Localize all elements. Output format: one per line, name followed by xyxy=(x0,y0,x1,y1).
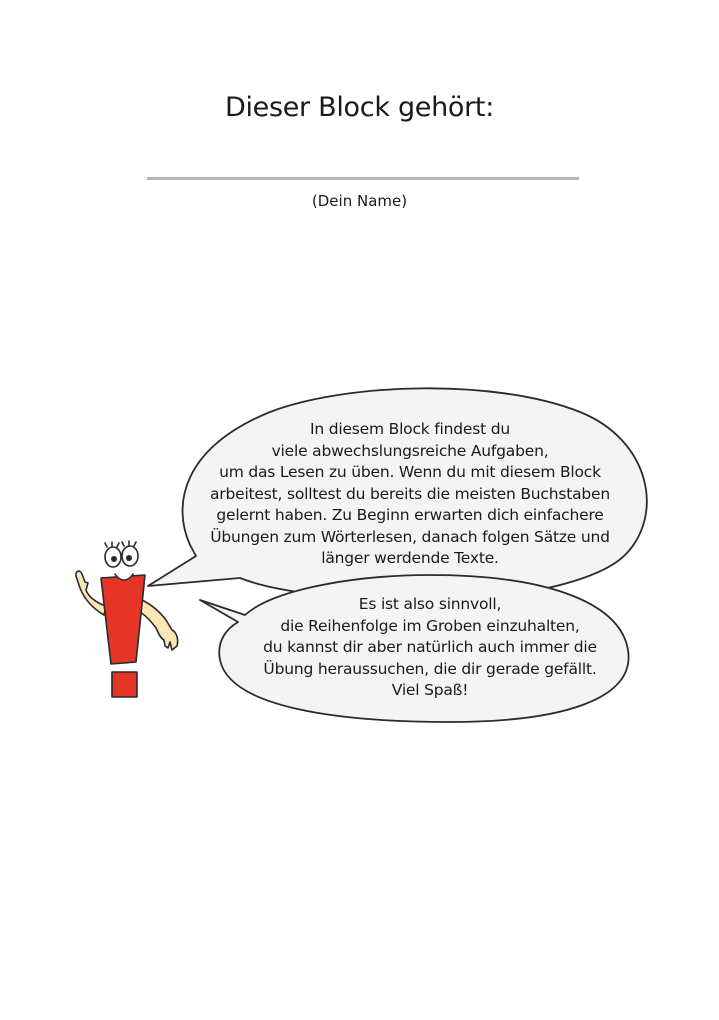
bubble-line: arbeitest, solltest du bereits die meisten Buchstaben xyxy=(210,484,610,503)
exclamation-mark-mascot-icon xyxy=(76,541,178,697)
name-caption: (Dein Name) xyxy=(311,192,408,210)
bubble-line: Viel Spaß! xyxy=(391,681,469,699)
bubble-line: In diesem Block findest du xyxy=(310,420,510,438)
speech-bubble-bottom-text xyxy=(220,594,640,702)
page-title: Dieser Block gehört: xyxy=(224,92,495,123)
bubble-line: gelernt haben. Zu Beginn erwarten dich einfachere xyxy=(216,506,604,524)
bubble-line: Übung heraussuchen, die dir gerade gefällt. xyxy=(263,659,597,678)
bubble-line: um das Lesen zu üben. Wenn du mit diesem Block xyxy=(219,463,601,481)
speech-bubble-top-text xyxy=(190,419,630,570)
bubble-line: viele abwechslungsreiche Aufgaben, xyxy=(271,441,549,460)
bubble-line: Es ist also sinnvoll, xyxy=(358,595,502,613)
bubble-line: länger werdende Texte. xyxy=(321,549,499,567)
bubble-line: die Reihenfolge im Groben einzuhalten, xyxy=(280,616,580,635)
bubble-line: du kannst dir aber natürlich auch immer die xyxy=(263,638,597,656)
bubble-line: Übungen zum Wörterlesen, danach folgen Sätze und xyxy=(210,527,610,546)
